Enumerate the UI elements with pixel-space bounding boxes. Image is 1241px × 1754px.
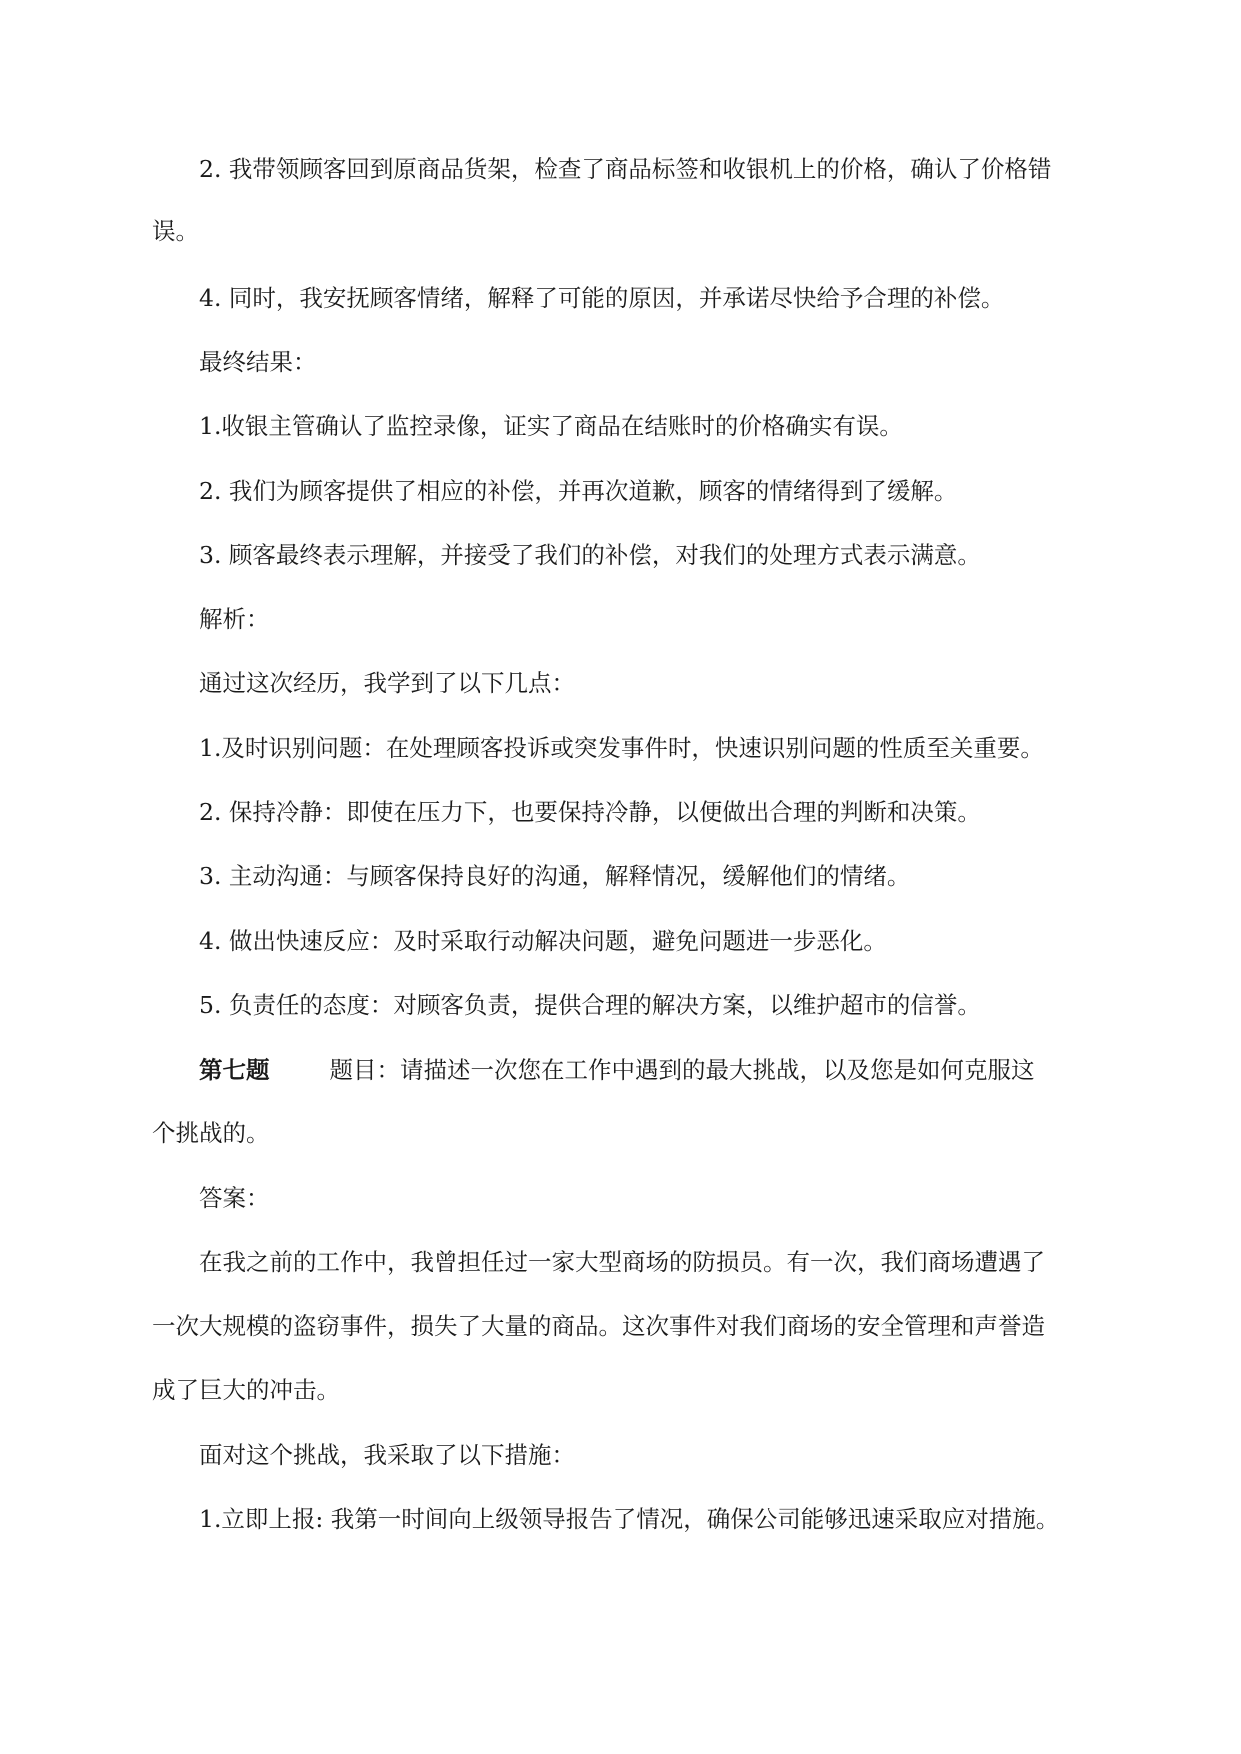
question-prompt: 题目：请描述一次您在工作中遇到的最大挑战，以及您是如何克服这 <box>329 1056 1035 1084</box>
answer-heading: 答案： <box>199 1184 270 1212</box>
question-7-line-2: 个挑战的。 <box>152 1119 270 1147</box>
lesson-item: 3. 主动沟通：与顾客保持良好的沟通，解释情况，缓解他们的情绪。 <box>199 862 911 890</box>
lesson-item: 4. 做出快速反应：及时采取行动解决问题，避免问题进一步恶化。 <box>199 927 887 955</box>
result-item: 2. 我们为顾客提供了相应的补偿，并再次道歉，顾客的情绪得到了缓解。 <box>199 477 958 505</box>
item-2-line-2: 误。 <box>152 217 199 245</box>
item-4: 4. 同时，我安抚顾客情绪，解释了可能的原因，并承诺尽快给予合理的补偿。 <box>199 284 1005 312</box>
answer-paragraph-line-1: 在我之前的工作中，我曾担任过一家大型商场的防损员。有一次，我们商场遭遇了 <box>199 1248 1045 1276</box>
lesson-item: 2. 保持冷静：即使在压力下，也要保持冷静，以便做出合理的判断和决策。 <box>199 798 981 826</box>
analysis-heading: 解析： <box>199 605 270 633</box>
result-item: 3. 顾客最终表示理解，并接受了我们的补偿，对我们的处理方式表示满意。 <box>199 541 981 569</box>
lesson-item: 1.及时识别问题：在处理顾客投诉或突发事件时，快速识别问题的性质至关重要。 <box>199 734 1044 762</box>
result-heading: 最终结果： <box>199 348 317 376</box>
analysis-intro: 通过这次经历，我学到了以下几点： <box>199 669 575 697</box>
lesson-item: 5. 负责任的态度：对顾客负责，提供合理的解决方案，以维护超市的信誉。 <box>199 991 981 1019</box>
question-7-line-1 <box>199 1055 1035 1085</box>
question-label: 第七题 <box>199 1056 270 1084</box>
result-item: 1.收银主管确认了监控录像，证实了商品在结账时的价格确实有误。 <box>199 412 903 440</box>
item-2-line-1: 2. 我带领顾客回到原商品货架，检查了商品标签和收银机上的价格，确认了价格错 <box>199 155 1052 183</box>
answer-paragraph-line-3: 成了巨大的冲击。 <box>152 1376 340 1404</box>
answer-paragraph-line-2: 一次大规模的盗窃事件，损失了大量的商品。这次事件对我们商场的安全管理和声誉造 <box>152 1312 1045 1340</box>
measures-intro: 面对这个挑战，我采取了以下措施： <box>199 1441 575 1469</box>
measure-item: 1.立即上报: 我第一时间向上级领导报告了情况，确保公司能够迅速采取应对措施。 <box>199 1505 1060 1533</box>
